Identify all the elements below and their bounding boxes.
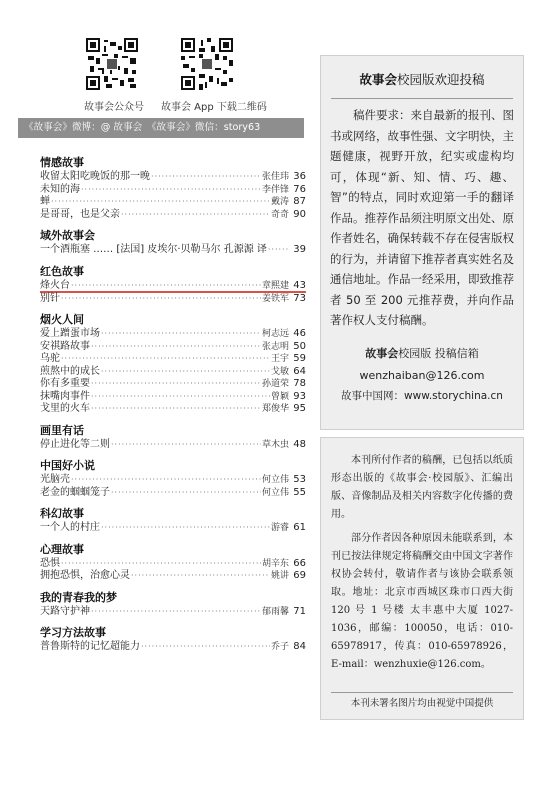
toc-entry	[40, 474, 306, 487]
entry-page: 61	[293, 522, 306, 533]
leader-dots	[91, 341, 261, 354]
leader-dots	[268, 244, 288, 257]
qr-code-icon	[181, 38, 233, 90]
entry-page: 50	[293, 340, 306, 352]
leader-dots	[141, 641, 270, 654]
toc-entry	[40, 641, 306, 654]
notice-paragraph: 本刊所付作者的稿酬，已包括以纸质形态出版的《故事会·校园版》、汇编出版、音像制品及相关内容数字化传播的费用。	[331, 455, 513, 520]
toc-entry	[40, 171, 306, 184]
entry-page: 87	[293, 196, 306, 207]
section-title: 科幻故事	[40, 507, 84, 520]
toc-section	[40, 589, 306, 619]
entry-author: 柯志远	[261, 329, 289, 339]
entry-title: 爱上蹭蛋市场	[40, 328, 100, 339]
toc-entry	[40, 293, 306, 306]
entry-page: 90	[293, 208, 306, 220]
entry-page: 76	[293, 183, 306, 195]
section-title: 烟火人间	[40, 313, 84, 326]
divider	[331, 98, 513, 99]
entry-title: 安祺路故事	[40, 340, 90, 352]
toc-entry	[40, 570, 306, 583]
toc-entry	[40, 280, 306, 293]
toc-entry	[40, 196, 306, 209]
entry-page: 43	[293, 279, 306, 291]
toc-section	[40, 422, 306, 452]
entry-author: 郁雨馨	[261, 606, 289, 617]
entry-title: 煎熬中的成长	[40, 365, 100, 377]
entry-title: 老金的蝈蝈笼子	[40, 486, 110, 498]
leader-dots	[91, 391, 270, 404]
divider	[331, 692, 513, 693]
leader-dots	[121, 209, 270, 222]
entry-title: 一个人的村庄	[40, 522, 100, 533]
entry-author: 乔子	[270, 642, 289, 652]
entry-author: 章熙建	[261, 280, 289, 291]
entry-title: 抹嘴肉事件	[40, 390, 90, 402]
qr-code-wechat	[86, 38, 138, 90]
leader-dots	[91, 378, 261, 391]
entry-author: 张志明	[261, 341, 289, 352]
mailbox-heading	[321, 345, 523, 361]
entry-title: 拥抱恐惧，治愈心灵	[40, 570, 130, 581]
qr-label-app: 故事会 App 下载二维码	[161, 102, 267, 113]
entry-title: 别针	[40, 292, 60, 304]
submission-email: wenzhaiban@126.com	[359, 368, 485, 382]
entry-page: 48	[293, 438, 306, 450]
leader-dots	[61, 558, 261, 571]
entry-page: 64	[293, 365, 306, 377]
entry-page: 71	[293, 605, 306, 617]
submission-heading	[321, 70, 523, 88]
entry-author: 郑俊华	[261, 404, 289, 414]
toc-entry	[40, 391, 306, 404]
leader-dots	[131, 570, 270, 583]
entry-author: 曾颖	[270, 391, 289, 402]
toc-section	[40, 624, 306, 654]
section-title: 我的青春我的梦	[40, 590, 117, 604]
entry-author: 姜铁军	[261, 293, 289, 304]
entry-author: 草木虫	[261, 439, 289, 450]
leader-dots	[101, 328, 261, 341]
toc-entry	[40, 439, 306, 452]
entry-title: 未知的海	[40, 183, 80, 195]
leader-dots	[111, 439, 261, 452]
entry-page: 66	[293, 557, 306, 569]
entry-title: 停止进化等二则	[40, 438, 110, 450]
toc-entry	[40, 209, 306, 222]
toc-entry	[40, 378, 306, 391]
qr-code-icon	[86, 38, 138, 90]
entry-title: 你有多重要	[40, 378, 90, 389]
entry-author: 王宇	[270, 354, 289, 364]
entry-page: 73	[293, 292, 306, 304]
entry-title: 蝉	[40, 196, 50, 207]
leader-dots	[91, 403, 261, 416]
section-title: 域外故事会	[40, 229, 95, 242]
entry-page: 36	[293, 171, 306, 182]
entry-author: 胡辛东	[261, 558, 289, 569]
section-title: 画里有话	[40, 423, 84, 437]
leader-dots	[91, 606, 261, 619]
qr-label-wechat: 故事会公众号	[84, 102, 144, 113]
submission-panel	[320, 55, 524, 430]
toc-entry	[40, 353, 306, 366]
mailbox-label: 校园版 投稿信箱	[398, 346, 479, 360]
leader-dots	[151, 171, 261, 184]
leader-dots	[61, 293, 261, 306]
section-title: 学习方法故事	[40, 626, 106, 639]
leader-dots	[71, 280, 261, 293]
website: 故事中国网：www.storychina.cn	[341, 389, 503, 402]
leader-dots	[101, 522, 270, 535]
toc-entry	[40, 522, 306, 535]
toc-section	[40, 541, 306, 583]
entry-author: 姚讲	[270, 571, 289, 581]
social-banner: 《故事会》微博：@ 故事会 《故事会》微信：story63	[18, 118, 304, 138]
toc-entry	[40, 244, 306, 257]
entry-page: 55	[293, 486, 306, 498]
section-title: 中国好小说	[40, 459, 95, 472]
leader-dots	[71, 474, 261, 487]
entry-page: 69	[293, 570, 306, 581]
section-title: 心理故事	[40, 542, 84, 556]
table-of-contents	[40, 148, 306, 654]
toc-entry	[40, 403, 306, 416]
toc-entry	[40, 366, 306, 379]
toc-entry	[40, 184, 306, 197]
entry-page: 95	[293, 403, 306, 414]
brand-logo: 故事会	[359, 72, 397, 87]
notice-paragraph: 部分作者因各种原因未能联系到，本刊已按法律规定将稿酬交由中国文字著作权协会转付，敬请作者与该协会联系领取。地址：北京市西城区珠市口西大街 120 号 1 号楼 太丰惠中大厦 1027-1036，邮编：100050，电话：010-65978917，传真：010-65978926，E-mail：wenzhuxie@126.com。	[331, 533, 513, 670]
leader-dots	[101, 366, 270, 379]
leader-dots	[51, 196, 270, 209]
entry-page: 46	[293, 328, 306, 339]
entry-page: 53	[293, 474, 306, 485]
entry-title: 戈里的火车	[40, 403, 90, 414]
entry-author: 戴涛	[270, 197, 289, 207]
toc-section	[40, 154, 306, 221]
toc-section	[40, 505, 306, 535]
leader-dots	[81, 184, 261, 197]
toc-section	[40, 263, 306, 306]
entry-title: 光脑壳	[40, 474, 70, 485]
toc-entry	[40, 558, 306, 571]
entry-author: 奇奇	[270, 209, 289, 220]
image-credit: 本刊未署名图片均由视觉中国提供	[350, 698, 494, 709]
entry-page: 39	[293, 244, 306, 255]
entry-author: 何立伟	[261, 475, 289, 485]
entry-title: 恐惧	[40, 557, 60, 569]
heading-text: 校园版欢迎投稿	[397, 72, 485, 87]
entry-page: 78	[293, 378, 306, 389]
entry-title: 烽火台	[40, 279, 70, 291]
entry-author: 李伴锋	[261, 184, 289, 195]
toc-section	[40, 227, 306, 257]
entry-title: 一个酒瓶塞 …… [法国] 皮埃尔·贝勒马尔 孔源源 译	[40, 244, 267, 255]
qr-code-app	[181, 38, 233, 90]
entry-page: 59	[293, 353, 306, 364]
section-title: 红色故事	[40, 264, 84, 278]
brand-logo: 故事会	[365, 346, 399, 360]
toc-entry	[40, 606, 306, 619]
entry-page: 84	[293, 641, 306, 652]
entry-author: 戈敏	[270, 366, 289, 377]
entry-page: 93	[293, 390, 306, 402]
entry-title: 是哥哥，也是父亲	[40, 208, 120, 220]
entry-title: 普鲁斯特的记忆超能力	[40, 641, 140, 652]
toc-entry	[40, 487, 306, 500]
copyright-panel	[320, 437, 524, 720]
section-title: 情感故事	[40, 156, 84, 169]
entry-title: 乌驼	[40, 353, 60, 364]
entry-author: 孙道荣	[261, 379, 289, 389]
entry-title: 天路守护神	[40, 605, 90, 617]
toc-section	[40, 457, 306, 499]
entry-author: 游睿	[270, 523, 289, 533]
submission-requirements: 稿件要求：来自最新的报刊、图书或网络，故事性强、文字明快，主题健康，视野开放，纪实或虚构均可，体现“新、知、情、巧、趣、智”的特点，同时欢迎第一手的翻译作品。推荐作品须注明原文出处、原作者姓名，确保转载不存在侵害版权的行为，并请留下推荐者真实姓名及通信地址。作品一经采用，即致推荐者 50 至 200 元推荐费，并向作品著作权人支付稿酬。	[330, 108, 514, 327]
entry-title: 收留太阳吃晚饭的那一晚	[40, 171, 150, 182]
toc-section	[40, 311, 306, 416]
toc-entry	[40, 341, 306, 354]
entry-author: 张佳玮	[261, 172, 289, 182]
toc-entry	[40, 328, 306, 341]
leader-dots	[61, 353, 270, 366]
entry-author: 何立伟	[261, 487, 289, 498]
leader-dots	[111, 487, 261, 500]
copyright-notice	[321, 438, 523, 674]
